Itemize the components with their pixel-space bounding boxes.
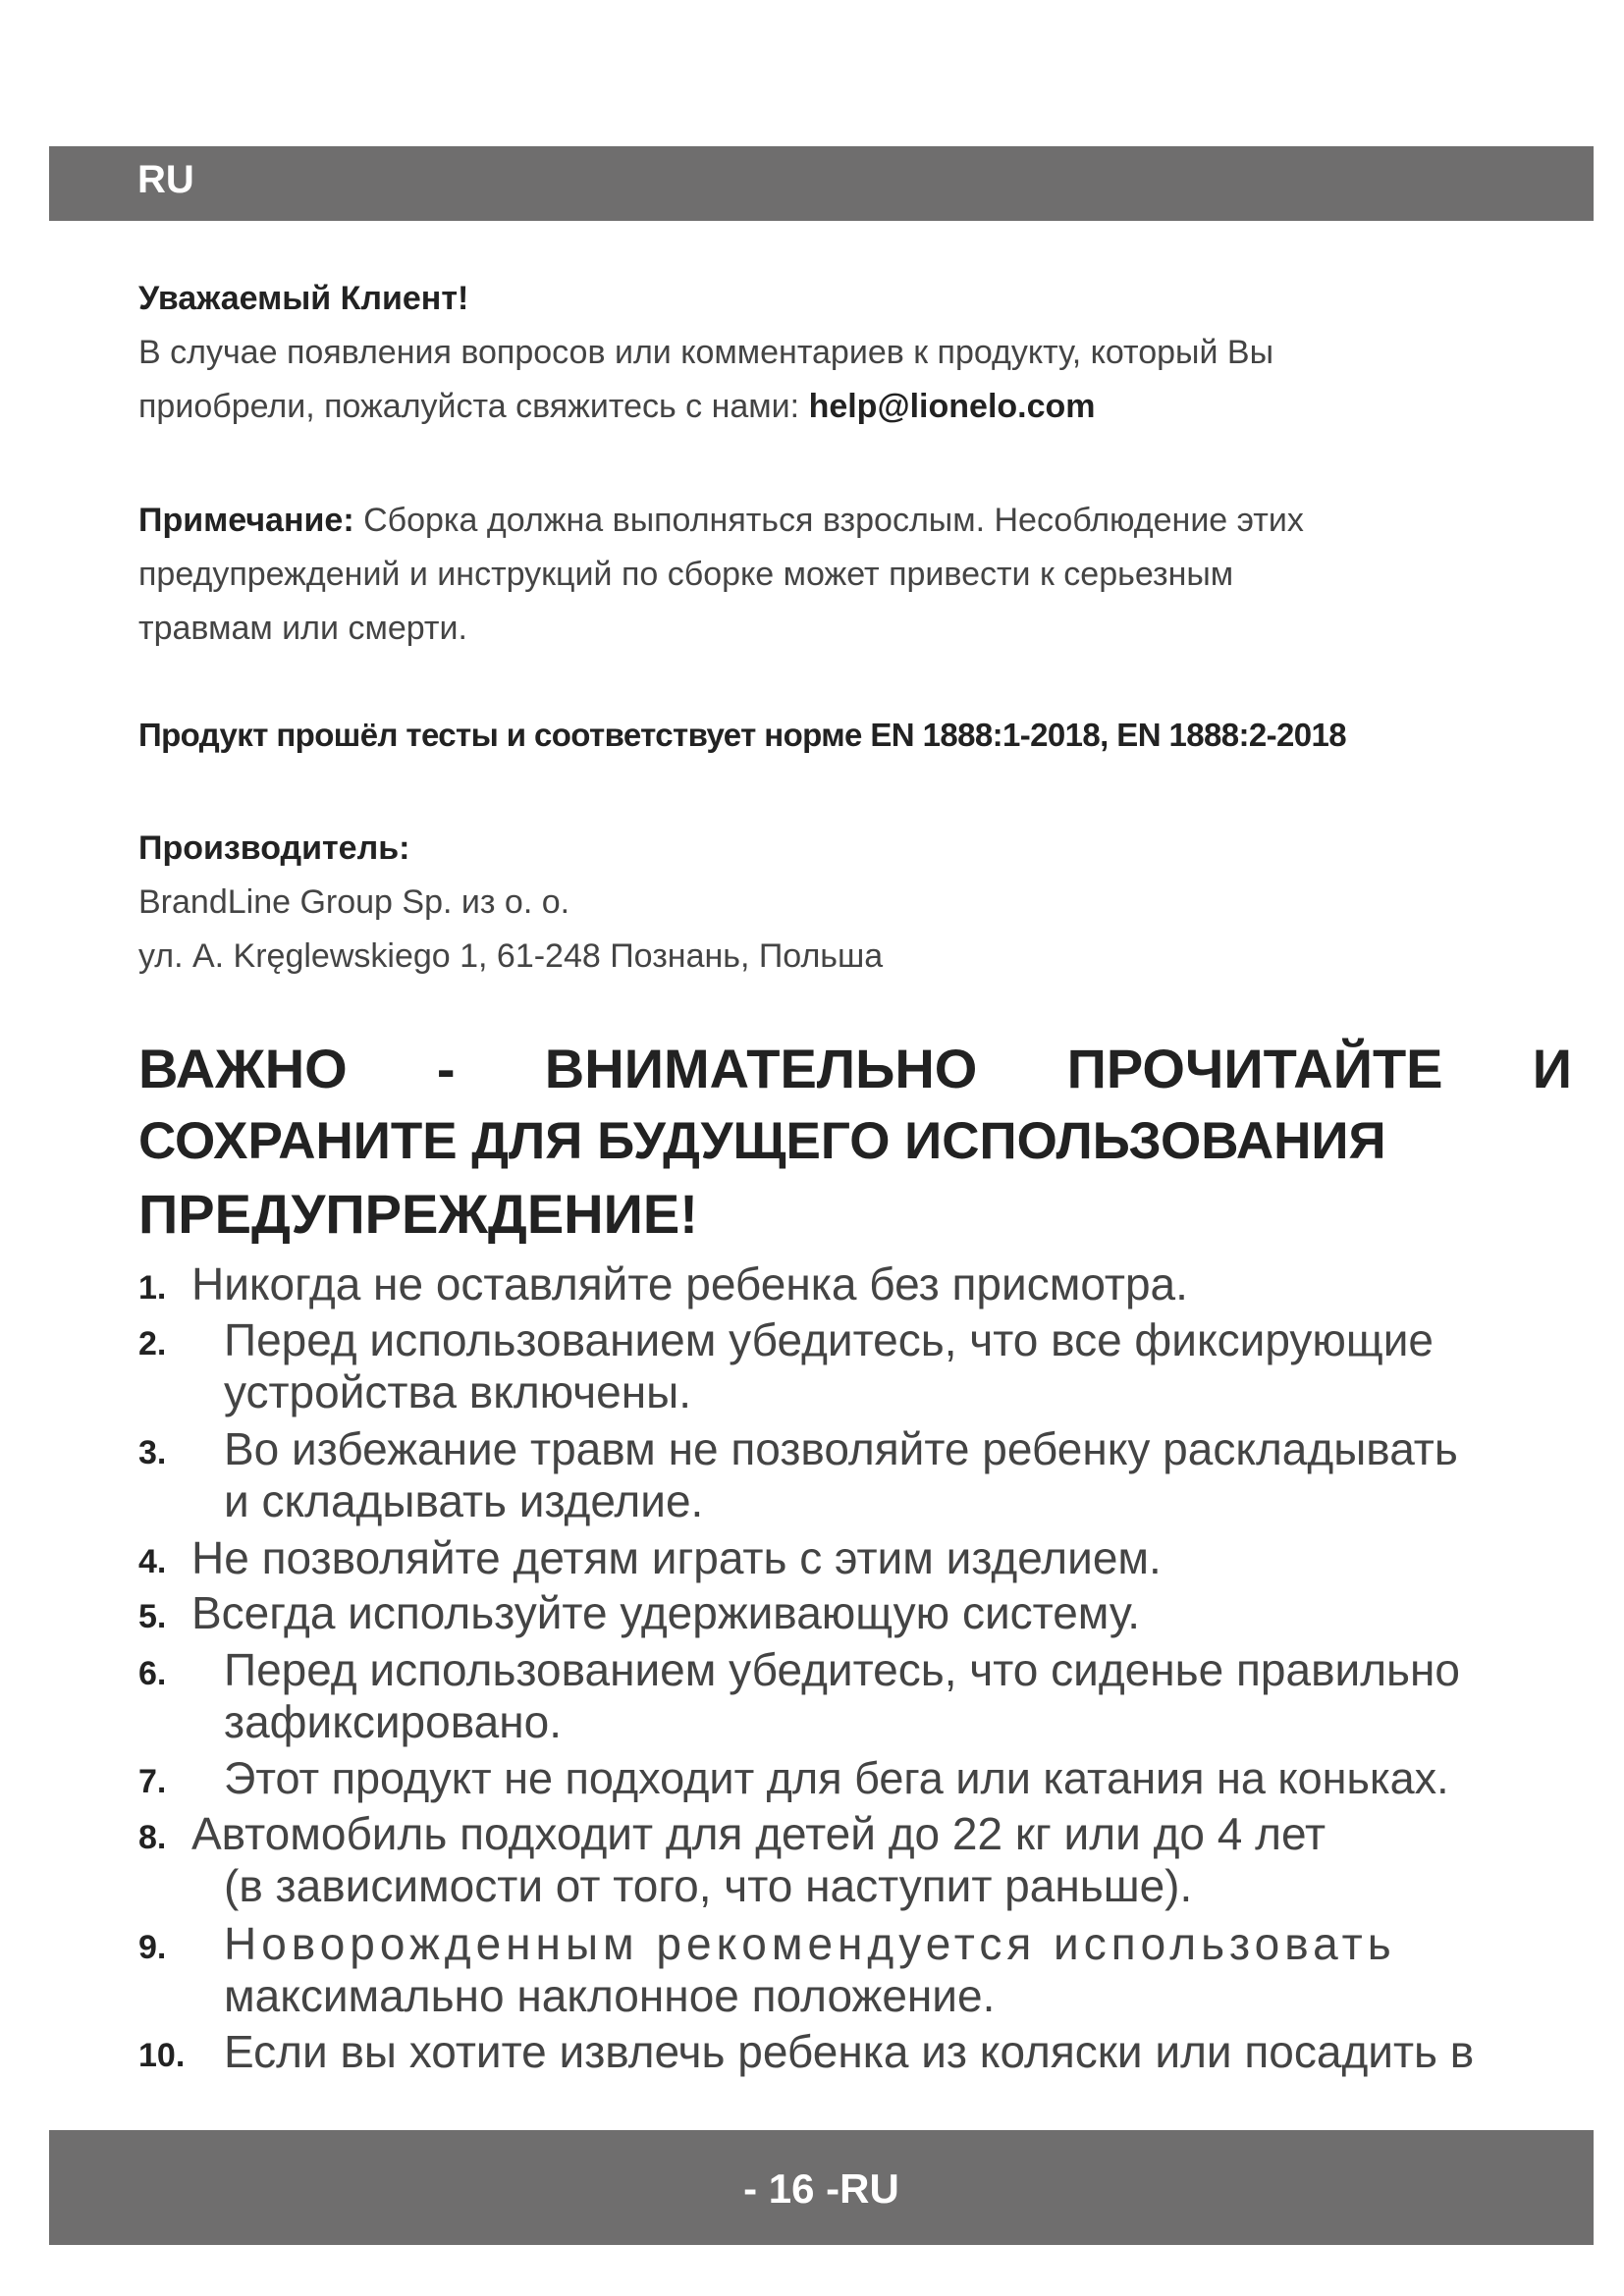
item-number: 3. <box>138 1434 167 1471</box>
item-number: 8. <box>138 1819 167 1856</box>
intro-line-2 <box>138 380 1582 434</box>
language-code: RU <box>137 158 194 201</box>
manufacturer-name: BrandLine Group Sp. из о. о. <box>138 883 570 921</box>
item-text: Не позволяйте детям играть с этим изделием. <box>191 1532 1162 1583</box>
item-number: 10. <box>138 2037 186 2074</box>
list-item <box>138 1314 1592 1423</box>
manufacturer-address: ул. A. Kręglewskiego 1, 61-248 Познань, Польша <box>138 937 884 975</box>
item-number: 2. <box>138 1325 167 1362</box>
manufacturer-label: Производитель: <box>138 829 410 867</box>
note-label: Примечание: <box>138 502 354 539</box>
item-number: 7. <box>138 1763 167 1800</box>
compliance-statement: Продукт прошёл тесты и соответствует норме EN 1888:1-2018, EN 1888:2-2018 <box>138 717 1347 753</box>
item-number: 9. <box>138 1929 167 1966</box>
greeting: Уважаемый Клиент! <box>138 280 469 317</box>
important-heading <box>138 1033 1572 1251</box>
item-text: Автомобиль подходит для детей до 22 кг или до 4 лет <box>191 1808 1326 1859</box>
list-item <box>138 1918 1592 2026</box>
list-item <box>138 1423 1592 1532</box>
list-item <box>138 1808 1592 1918</box>
intro-line-1: В случае появления вопросов или комментариев к продукту, который Вы <box>138 334 1273 371</box>
warnings-list <box>138 1258 1592 2081</box>
item-text: Никогда не оставляйте ребенка без присмотра. <box>191 1258 1188 1309</box>
item-text: Этот продукт не подходит для бега или катания на коньках. <box>224 1753 1449 1803</box>
item-text-continued: и складывать изделие. <box>224 1475 704 1526</box>
item-text-continued: максимально наклонное положение. <box>224 1970 996 2021</box>
header-band <box>49 146 1594 221</box>
heading-line-2: СОХРАНИТЕ ДЛЯ БУДУЩЕГО ИСПОЛЬЗОВАНИЯ <box>138 1112 1386 1170</box>
item-text-continued: зафиксировано. <box>224 1696 562 1747</box>
item-text: Новорожденным рекомендуется использовать <box>224 1918 1396 1969</box>
item-text-continued: устройства включены. <box>224 1366 691 1417</box>
intro-section <box>138 272 1582 434</box>
manufacturer-section <box>138 822 1582 984</box>
list-item <box>138 1752 1592 1808</box>
footer-band <box>49 2130 1594 2245</box>
item-number: 5. <box>138 1598 167 1635</box>
item-number: 6. <box>138 1655 167 1692</box>
compliance-section <box>138 708 1582 762</box>
item-text: Во избежание травм не позволяйте ребенку раскладывать <box>224 1423 1458 1474</box>
list-item <box>138 1644 1592 1752</box>
page-number: - 16 -RU <box>743 2165 899 2212</box>
note-line-2: предупреждений и инструкций по сборке может привести к серьезным <box>138 556 1234 593</box>
note-section <box>138 494 1582 656</box>
heading-line-3: ПРЕДУПРЕЖДЕНИЕ! <box>138 1183 698 1245</box>
heading-line-1: ВАЖНО - ВНИМАТЕЛЬНО ПРОЧИТАЙТЕ И <box>138 1038 1572 1099</box>
list-item <box>138 2026 1592 2081</box>
item-text-continued: (в зависимости от того, что наступит раньше). <box>224 1860 1193 1911</box>
item-text: Перед использованием убедитесь, что все фиксирующие <box>224 1314 1435 1365</box>
support-email: help@lionelo.com <box>808 388 1096 425</box>
list-item <box>138 1587 1592 1644</box>
item-text: Перед использованием убедитесь, что сиденье правильно <box>224 1644 1461 1695</box>
item-text: Всегда используйте удерживающую систему. <box>191 1587 1141 1638</box>
item-number: 1. <box>138 1269 167 1307</box>
list-item <box>138 1532 1592 1587</box>
list-item <box>138 1258 1592 1314</box>
note-line-1 <box>138 494 1582 548</box>
intro-line-2-text: приобрели, пожалуйста свяжитесь с нами: <box>138 388 809 425</box>
note-line-3: травмам или смерти. <box>138 610 467 647</box>
item-text: Если вы хотите извлечь ребенка из коляски или посадить в <box>224 2026 1475 2077</box>
note-text-1: Сборка должна выполняться взрослым. Несоблюдение этих <box>353 502 1304 539</box>
item-number: 4. <box>138 1543 167 1580</box>
